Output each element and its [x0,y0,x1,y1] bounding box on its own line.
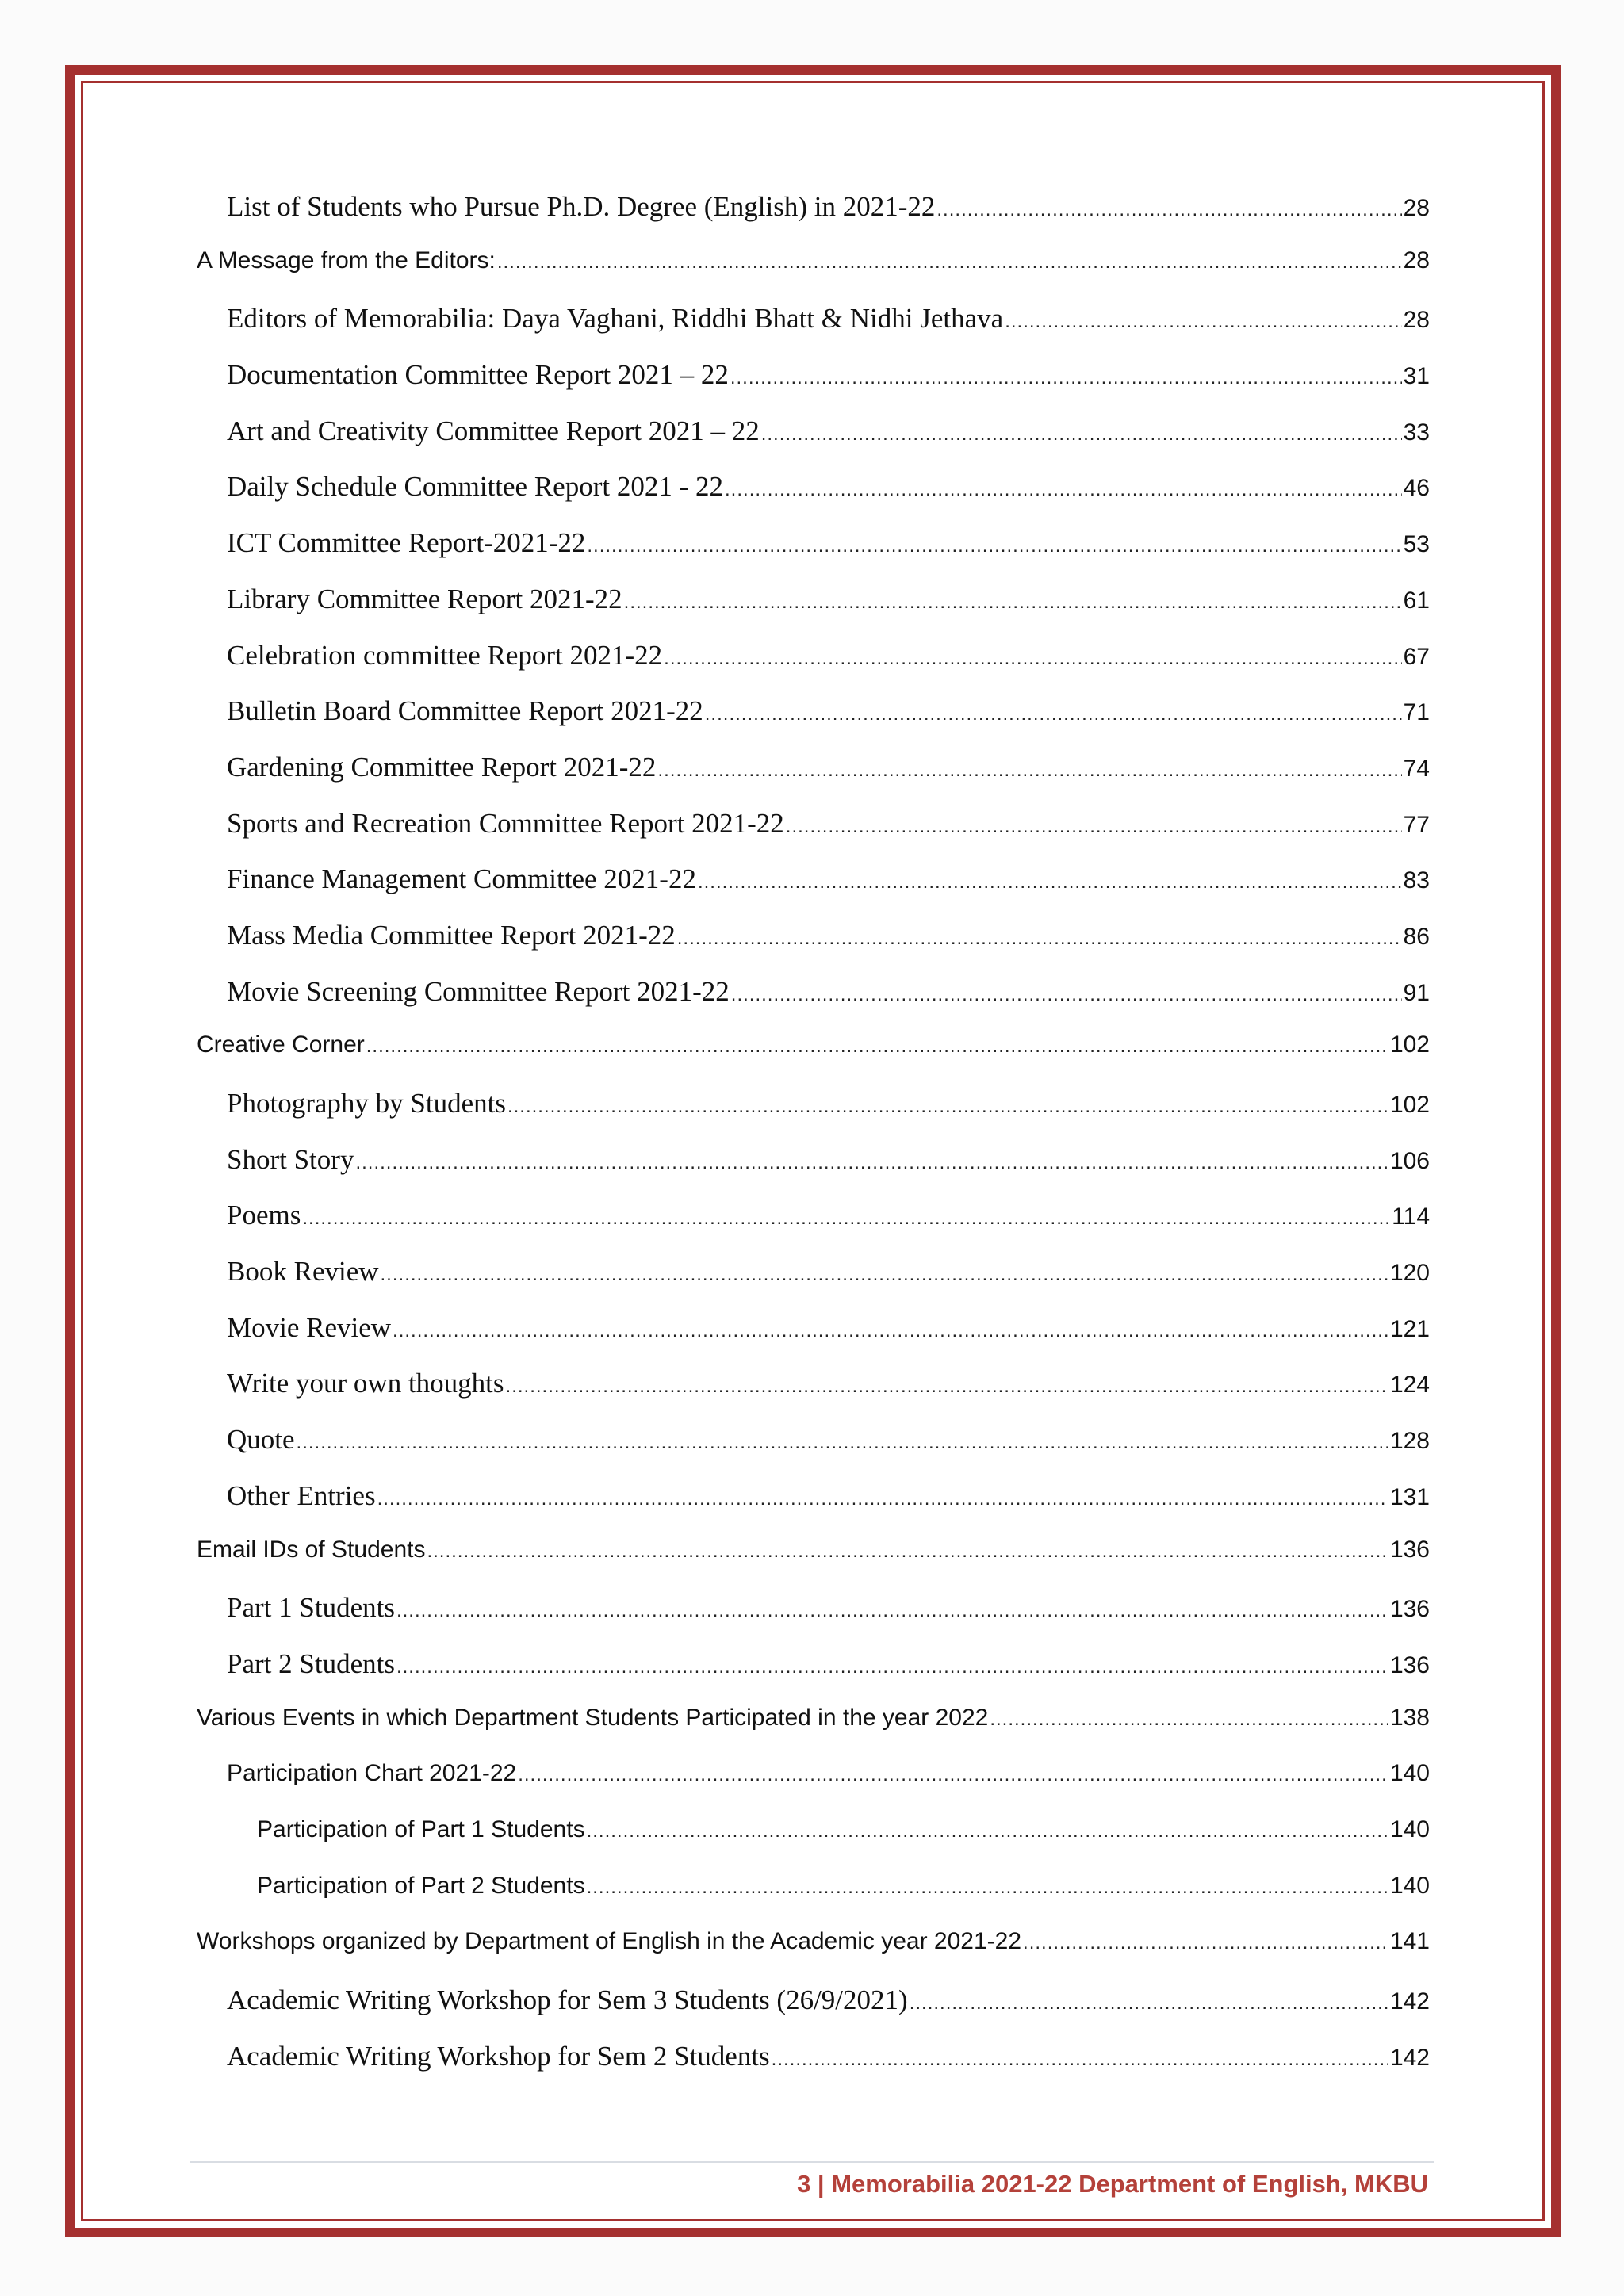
toc-entry[interactable] [197,415,1430,472]
toc-entry-title: Gardening Committee Report 2021-22 [227,751,657,783]
toc-dot-leader [381,1264,1388,1286]
toc-entry-title: Other Entries [227,1479,376,1511]
toc-entry-page-number: 131 [1389,1483,1430,1510]
toc-entry[interactable] [197,1031,1430,1088]
toc-entry-page-number: 128 [1389,1428,1430,1455]
toc-dot-leader [366,1035,1388,1058]
toc-entry-title: A Message from the Editors: [197,247,496,274]
page-footer: 3 | Memorabilia 2021-22 Department of English, MKBU [797,2170,1428,2198]
toc-entry[interactable] [197,1144,1430,1200]
toc-entry-page-number: 83 [1403,867,1430,894]
toc-dot-leader [786,816,1402,838]
toc-entry-page-number: 53 [1403,531,1430,558]
toc-dot-leader [910,1992,1388,2015]
toc-entry-title: Quote [227,1424,295,1456]
toc-dot-leader [396,1656,1388,1678]
toc-entry-page-number: 71 [1403,699,1430,726]
toc-entry-page-number: 46 [1403,475,1430,502]
toc-dot-leader [587,535,1401,557]
toc-entry[interactable] [197,1312,1430,1368]
toc-entry-page-number: 140 [1389,1816,1430,1843]
toc-entry[interactable] [197,1368,1430,1424]
toc-dot-leader [506,1376,1388,1398]
toc-entry-title: Mass Media Committee Report 2021-22 [227,919,676,951]
toc-entry-title: Participation of Part 2 Students [257,1872,585,1899]
toc-entry-title: Participation Chart 2021-22 [227,1760,517,1787]
toc-dot-leader [731,984,1402,1006]
toc-entry-title: Short Story [227,1143,354,1175]
toc-entry-page-number: 120 [1389,1260,1430,1287]
toc-dot-leader [393,1320,1388,1342]
toc-entry[interactable] [197,1760,1430,1816]
toc-dot-leader [297,1432,1388,1454]
toc-dot-leader [725,479,1402,501]
toc-entry[interactable] [197,695,1430,752]
toc-entry-title: Daily Schedule Committee Report 2021 - 22 [227,471,724,503]
toc-entry-title: Documentation Committee Report 2021 – 22 [227,359,729,391]
toc-dot-leader [355,1152,1388,1174]
toc-entry-page-number: 28 [1403,247,1430,274]
toc-dot-leader [761,423,1402,446]
toc-entry-title: Book Review [227,1256,379,1288]
toc-entry[interactable] [197,1592,1430,1648]
toc-entry-page-number: 33 [1403,419,1430,446]
toc-entry-title: Celebration committee Report 2021-22 [227,639,663,671]
toc-entry-page-number: 140 [1389,1760,1430,1787]
toc-entry-title: Bulletin Board Committee Report 2021-22 [227,695,703,727]
toc-entry-page-number: 28 [1403,307,1430,334]
toc-entry-title: Finance Management Committee 2021-22 [227,863,696,895]
toc-dot-leader [990,1709,1388,1731]
toc-dot-leader [624,591,1402,614]
toc-dot-leader [677,928,1402,950]
toc-dot-leader [508,1096,1388,1118]
toc-entry[interactable] [197,527,1430,584]
toc-entry-page-number: 136 [1389,1651,1430,1678]
toc-entry-title: ICT Committee Report-2021-22 [227,527,586,559]
toc-dot-leader [664,648,1401,670]
toc-dot-leader [705,703,1402,725]
table-of-contents [197,191,1430,2096]
toc-entry[interactable] [197,1705,1430,1761]
toc-entry[interactable] [197,1536,1430,1593]
toc-entry[interactable] [197,359,1430,415]
toc-dot-leader [698,871,1402,894]
toc-entry[interactable] [197,1200,1430,1256]
toc-dot-leader [302,1207,1390,1230]
toc-entry-page-number: 102 [1389,1031,1430,1058]
toc-entry[interactable] [197,1256,1430,1312]
toc-entry-page-number: 138 [1389,1704,1430,1731]
toc-dot-leader [377,1488,1388,1510]
toc-entry-title: Movie Screening Committee Report 2021-22 [227,975,730,1007]
toc-dot-leader [396,1600,1388,1622]
toc-entry-page-number: 86 [1403,923,1430,950]
toc-entry-title: Creative Corner [197,1031,365,1058]
toc-entry[interactable] [197,584,1430,640]
toc-entry[interactable] [197,752,1430,808]
toc-entry[interactable] [197,808,1430,864]
toc-entry-title: Workshops organized by Department of English in the Academic year 2021-22 [197,1928,1022,1955]
toc-dot-leader [587,1820,1388,1843]
toc-entry-page-number: 141 [1389,1928,1430,1955]
toc-entry-title: Academic Writing Workshop for Sem 2 Students [227,2040,770,2072]
toc-entry[interactable] [197,920,1430,976]
toc-entry-page-number: 106 [1389,1147,1430,1174]
toc-entry-page-number: 91 [1403,979,1430,1006]
toc-entry[interactable] [197,471,1430,527]
toc-entry[interactable] [197,976,1430,1032]
toc-entry-title: List of Students who Pursue Ph.D. Degree (English) in 2021-22 [227,191,936,222]
toc-entry-page-number: 124 [1389,1372,1430,1399]
toc-dot-leader [587,1877,1388,1899]
toc-entry[interactable] [197,1648,1430,1705]
toc-entry-page-number: 142 [1389,2044,1430,2071]
toc-dot-leader [518,1764,1388,1786]
toc-entry-page-number: 67 [1403,643,1430,670]
toc-entry-title: Photography by Students [227,1088,506,1119]
toc-entry-title: Sports and Recreation Committee Report 2021-22 [227,807,784,839]
footer-divider [190,2161,1434,2163]
toc-dot-leader [1005,311,1401,333]
toc-dot-leader [427,1540,1388,1563]
toc-entry-title: Library Committee Report 2021-22 [227,583,622,614]
toc-entry[interactable] [197,247,1430,304]
toc-entry-page-number: 114 [1392,1203,1430,1230]
toc-entry[interactable] [197,1480,1430,1536]
toc-entry[interactable] [197,303,1430,359]
toc-entry[interactable] [197,640,1430,696]
toc-entry-title: Part 2 Students [227,1647,395,1679]
toc-dot-leader [497,251,1402,274]
toc-entry-title: Poems [227,1200,301,1231]
toc-entry[interactable] [197,1816,1430,1873]
toc-entry-page-number: 140 [1389,1872,1430,1899]
toc-entry-title: Movie Review [227,1311,392,1343]
toc-entry-page-number: 136 [1389,1596,1430,1623]
toc-entry-page-number: 31 [1403,363,1430,390]
toc-entry-page-number: 121 [1389,1315,1430,1342]
toc-dot-leader [772,2049,1388,2071]
toc-entry[interactable] [197,1928,1430,1984]
toc-entry-page-number: 61 [1403,587,1430,614]
toc-entry[interactable] [197,1984,1430,2041]
toc-entry-title: Editors of Memorabilia: Daya Vaghani, Riddhi Bhatt & Nidhi Jethava [227,303,1004,335]
toc-entry[interactable] [197,2041,1430,2097]
toc-entry-title: Email IDs of Students [197,1536,426,1563]
toc-dot-leader [936,199,1401,221]
toc-entry-page-number: 102 [1389,1092,1430,1118]
toc-dot-leader [1023,1932,1388,1954]
toc-entry-title: Academic Writing Workshop for Sem 3 Students (26/9/2021) [227,1984,908,2015]
toc-dot-leader [730,367,1402,389]
toc-entry-title: Participation of Part 1 Students [257,1816,585,1843]
toc-entry[interactable] [197,1873,1430,1929]
toc-entry-page-number: 74 [1403,755,1430,782]
toc-entry[interactable] [197,1088,1430,1144]
toc-entry-page-number: 77 [1403,811,1430,838]
toc-dot-leader [657,760,1401,782]
toc-entry-title: Art and Creativity Committee Report 2021 – 22 [227,415,760,446]
toc-entry-page-number: 142 [1389,1988,1430,2015]
toc-entry[interactable] [197,191,1430,247]
toc-entry[interactable] [197,1424,1430,1480]
toc-entry-page-number: 28 [1403,195,1430,221]
toc-entry-title: Part 1 Students [227,1592,395,1624]
toc-entry-title: Write your own thoughts [227,1368,504,1399]
toc-entry-page-number: 136 [1389,1536,1430,1563]
toc-entry[interactable] [197,863,1430,920]
toc-entry-title: Various Events in which Department Students Participated in the year 2022 [197,1704,989,1731]
